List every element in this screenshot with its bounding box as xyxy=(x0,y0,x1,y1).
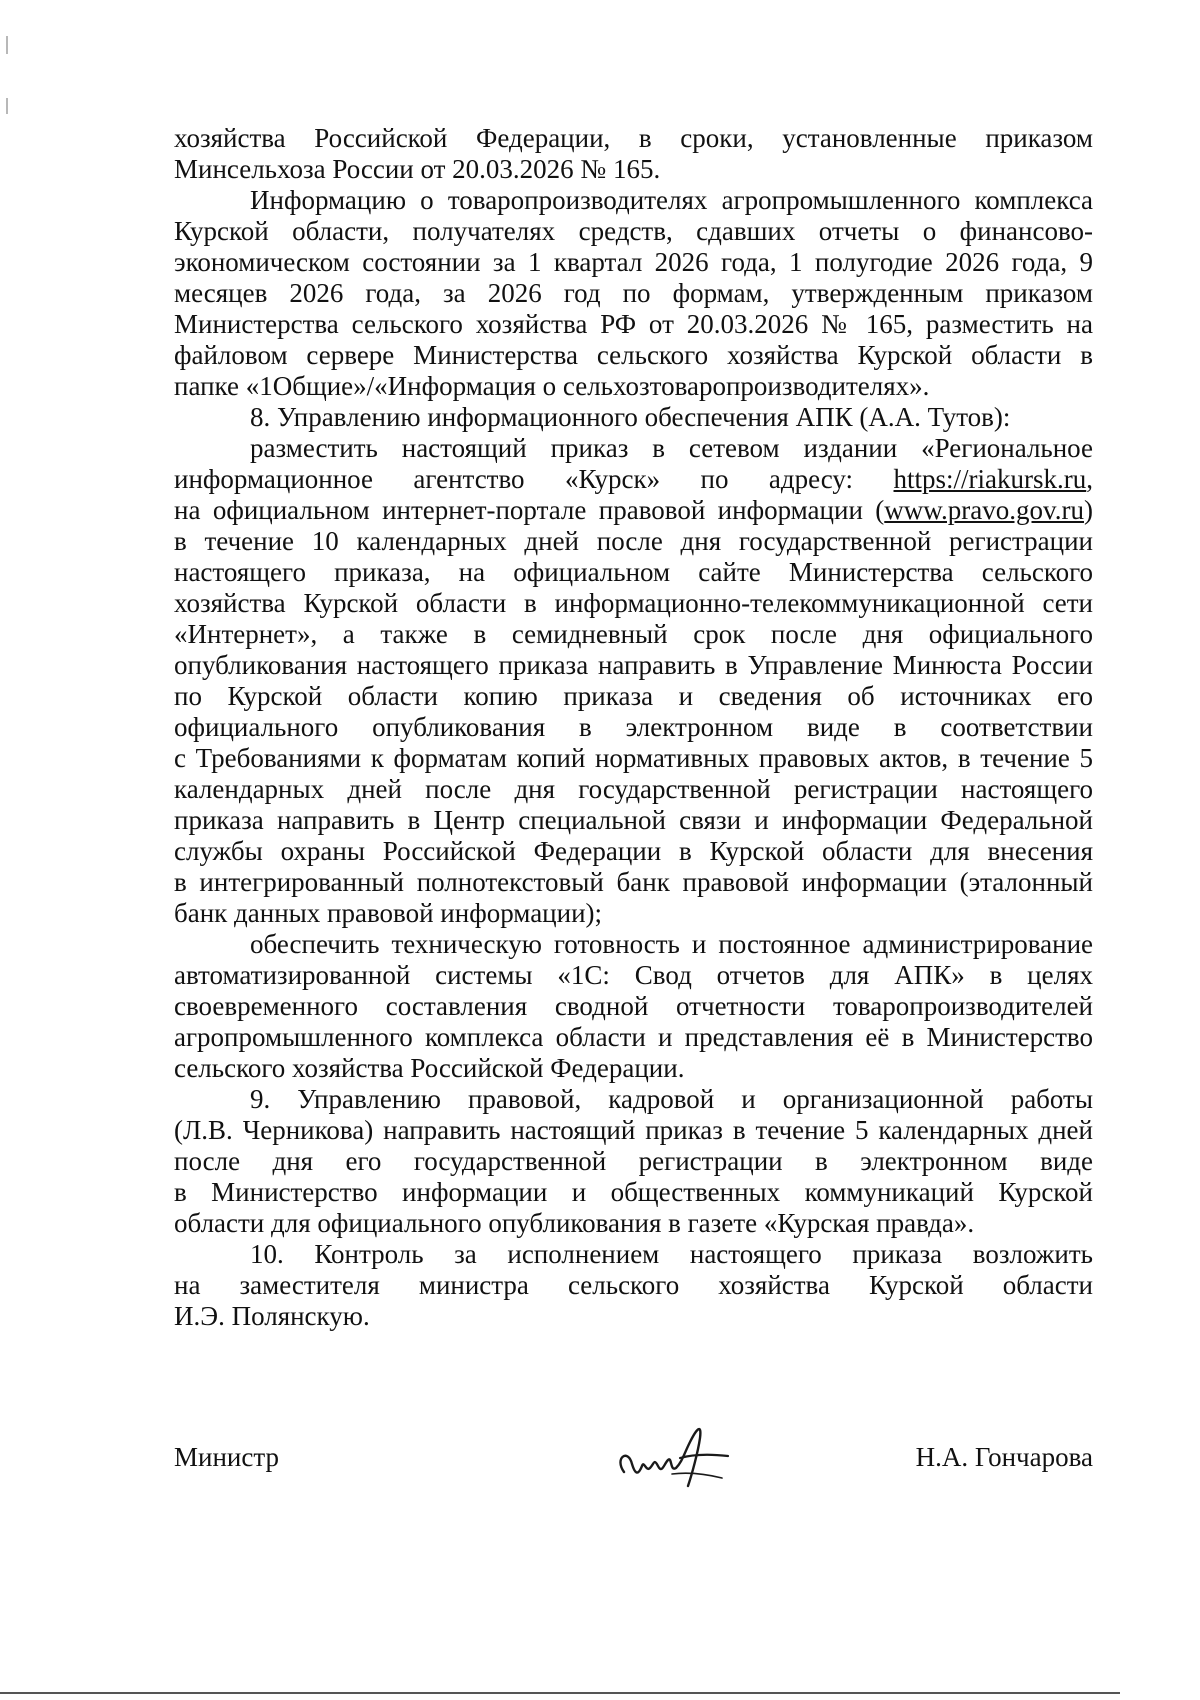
handwritten-signature xyxy=(610,1414,740,1504)
text-fragment: на официальном интернет-портале правовой информации xyxy=(174,495,863,525)
text-line: «Интернет», а также в семидневный срок после дня официального xyxy=(174,619,1093,649)
text-line: календарных дней после дня государственной регистрации настоящего xyxy=(174,774,1093,804)
text-line: автоматизированной системы «1С: Свод отчетов для АПК» в целях xyxy=(174,960,1093,990)
text-line: Курской области, получателях средств, сдавших отчеты о финансово- xyxy=(174,216,1093,246)
text-line: приказа направить в Центр специальной связи и информации Федеральной xyxy=(174,805,1093,835)
text-fragment: ( xyxy=(875,495,885,525)
text-line: разместить настоящий приказ в сетевом издании «Региональное xyxy=(250,433,1093,463)
text-line: официального опубликования в электронном виде в соответствии xyxy=(174,712,1093,742)
signer-title: Министр xyxy=(174,1442,279,1472)
pravo-gov-link[interactable]: www.pravo.gov.ru xyxy=(884,495,1084,525)
text-line: службы охраны Российской Федерации в Курской области для внесения xyxy=(174,836,1093,866)
text-line: опубликования настоящего приказа направить в Управление Минюста России xyxy=(174,650,1093,680)
page-bottom-rule xyxy=(0,1692,1120,1694)
text-line xyxy=(174,495,1093,526)
text-line: 10. Контроль за исполнением настоящего приказа возложить xyxy=(250,1239,1093,1269)
text-line: Минсельхоза России от 20.03.2026 № 165. xyxy=(174,154,661,184)
text-line: обеспечить техническую готовность и постоянное администрирование xyxy=(250,929,1093,959)
text-line: настоящего приказа, на официальном сайте Министерства сельского xyxy=(174,557,1093,587)
scan-edge-mark xyxy=(6,98,8,114)
signer-name: Н.А. Гончарова xyxy=(915,1442,1093,1472)
text-line: Министерства сельского хозяйства РФ от 20.03.2026 № 165, разместить на xyxy=(174,309,1093,339)
text-line: в Министерство информации и общественных коммуникаций Курской xyxy=(174,1177,1093,1207)
text-line: банк данных правовой информации); xyxy=(174,898,603,928)
text-line: 9. Управлению правовой, кадровой и организационной работы xyxy=(250,1084,1093,1114)
text-fragment: , xyxy=(1086,464,1093,494)
riakursk-link[interactable]: https://riakursk.ru xyxy=(893,464,1087,494)
text-line: хозяйства Курской области в информационно-телекоммуникационной сети xyxy=(174,588,1093,618)
text-line: экономическом состоянии за 1 квартал 2026 года, 1 полугодие 2026 года, 9 xyxy=(174,247,1093,277)
text-line: на заместителя министра сельского хозяйства Курской области xyxy=(174,1270,1093,1300)
text-line: хозяйства Российской Федерации, в сроки, установленные приказом xyxy=(174,123,1093,153)
text-line: месяцев 2026 года, за 2026 год по формам, утвержденным приказом xyxy=(174,278,1093,308)
text-line: после дня его государственной регистрации в электронном виде xyxy=(174,1146,1093,1176)
text-line: области для официального опубликования в газете «Курская правда». xyxy=(174,1208,975,1238)
text-line: сельского хозяйства Российской Федерации. xyxy=(174,1053,685,1083)
text-line: по Курской области копию приказа и сведения об источниках его xyxy=(174,681,1093,711)
text-line: в интегрированный полнотекстовый банк правовой информации (эталонный xyxy=(174,867,1093,897)
text-line: файловом сервере Министерства сельского хозяйства Курской области в xyxy=(174,340,1093,370)
text-line: в течение 10 календарных дней после дня государственной регистрации xyxy=(174,526,1093,556)
text-line: И.Э. Полянскую. xyxy=(174,1301,370,1331)
text-line xyxy=(174,464,1093,495)
scan-edge-mark xyxy=(6,36,8,54)
text-line: с Требованиями к форматам копий нормативных правовых актов, в течение 5 xyxy=(174,743,1093,773)
text-line: 8. Управлению информационного обеспечения АПК (А.А. Тутов): xyxy=(250,402,1011,432)
text-line: (Л.В. Черникова) направить настоящий приказ в течение 5 календарных дней xyxy=(174,1115,1093,1145)
text-line: папке «1Общие»/«Информация о сельхозтоваропроизводителях». xyxy=(174,371,930,401)
text-line: Информацию о товаропроизводителях агропромышленного комплекса xyxy=(250,185,1093,215)
text-line: агропромышленного комплекса области и представления её в Министерство xyxy=(174,1022,1093,1052)
text-fragment: ) xyxy=(1084,495,1093,525)
text-fragment: информационное агентство «Курск» по адресу: xyxy=(174,464,854,494)
signature-block xyxy=(174,1442,1093,1512)
text-line: своевременного составления сводной отчетности товаропроизводителей xyxy=(174,991,1093,1021)
document-body xyxy=(174,123,1093,1332)
